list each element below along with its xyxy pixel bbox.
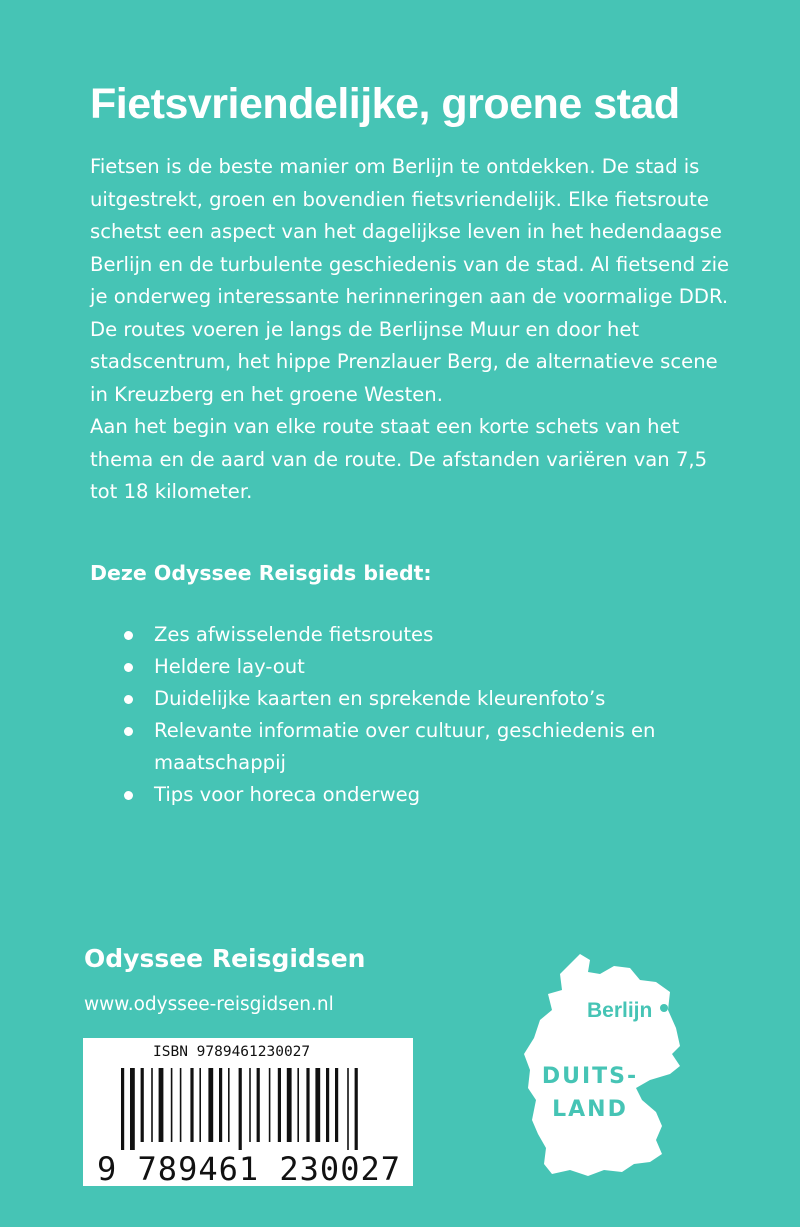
barcode-bar xyxy=(249,1068,251,1142)
barcode-bar xyxy=(335,1068,338,1142)
barcode-bar xyxy=(219,1068,222,1142)
map-country-label-line1: DUITS- xyxy=(541,1064,639,1089)
description xyxy=(90,151,730,509)
barcode-bar xyxy=(199,1068,201,1142)
barcode-bar xyxy=(180,1068,182,1142)
barcode-bar xyxy=(326,1068,329,1142)
page-title: Fietsvriendelijke, groene stad xyxy=(90,80,680,128)
list-item xyxy=(124,715,744,779)
isbn-label: ISBN 9789461230027 xyxy=(153,1044,311,1060)
barcode-bar xyxy=(355,1068,358,1150)
bullet-icon xyxy=(124,727,133,736)
list-item-label: Tips voor horeca onderweg xyxy=(154,783,421,806)
bullet-icon xyxy=(124,791,133,800)
list-item xyxy=(124,619,744,651)
description-paragraph: Aan het begin van elke route staat een korte schets van het thema en de aard van de route. De afstanden variëren van 7,5 tot 18 kilometer. xyxy=(90,415,708,503)
list-item-label: Relevante informatie over cultuur, geschiedenis en maatschappij xyxy=(154,719,656,774)
barcode-bar xyxy=(228,1068,230,1142)
barcode-bar xyxy=(130,1068,135,1150)
barcode-bar xyxy=(297,1068,299,1142)
barcode-bar xyxy=(141,1068,144,1142)
barcode-bar xyxy=(347,1068,349,1150)
barcode-bar xyxy=(315,1068,320,1142)
barcode xyxy=(83,1038,413,1186)
barcode-bar xyxy=(306,1068,309,1142)
barcode-bar xyxy=(239,1068,242,1150)
map-country-label-line2: LAND xyxy=(552,1097,628,1122)
list-item-label: Heldere lay-out xyxy=(154,655,305,678)
list-item-label: Zes afwisselende fietsroutes xyxy=(154,623,434,646)
barcode-bar xyxy=(278,1068,281,1142)
berlin-dot-icon xyxy=(660,1004,668,1012)
barcode-bar xyxy=(159,1068,164,1142)
barcode-bar xyxy=(257,1068,260,1142)
bullet-icon xyxy=(124,695,133,704)
map-city-label: Berlijn xyxy=(587,999,653,1022)
barcode-bar xyxy=(269,1068,271,1142)
barcode-digits: 9 789461 230027 xyxy=(97,1150,401,1188)
bullet-icon xyxy=(124,663,133,672)
features-heading: Deze Odyssee Reisgids biedt: xyxy=(90,561,432,585)
list-item xyxy=(124,683,744,715)
map-country-label xyxy=(530,1060,650,1126)
barcode-bar xyxy=(208,1068,213,1142)
barcode-bar xyxy=(171,1068,173,1142)
barcode-bar xyxy=(151,1068,153,1142)
barcode-bar xyxy=(287,1068,292,1142)
list-item xyxy=(124,651,744,683)
publisher-name: Odyssee Reisgidsen xyxy=(84,944,366,973)
publisher-website[interactable]: www.odyssee-reisgidsen.nl xyxy=(84,994,334,1015)
list-item xyxy=(124,779,744,811)
list-item-label: Duidelijke kaarten en sprekende kleurenfoto’s xyxy=(154,687,606,710)
description-paragraph: Fietsen is de beste manier om Berlijn te ontdekken. De stad is uitgestrekt, groen en bovendien fietsvriendelijk. Elke fietsroute schetst een aspect van het dagelijkse leven in het hedendaagse Berlijn en de turbulente geschiedenis van de stad. Al fietsend zie je onderweg interessante herinneringen aan de voormalige DDR. De routes voeren je langs de Berlijnse Muur en door het stadscentrum, het hippe Prenzlauer Berg, de alternatieve scene in Kreuzberg en het groene Westen. xyxy=(90,155,730,406)
bullet-icon xyxy=(124,631,133,640)
features-list xyxy=(124,619,744,811)
barcode-bar xyxy=(190,1068,193,1142)
barcode-bar xyxy=(121,1068,124,1150)
